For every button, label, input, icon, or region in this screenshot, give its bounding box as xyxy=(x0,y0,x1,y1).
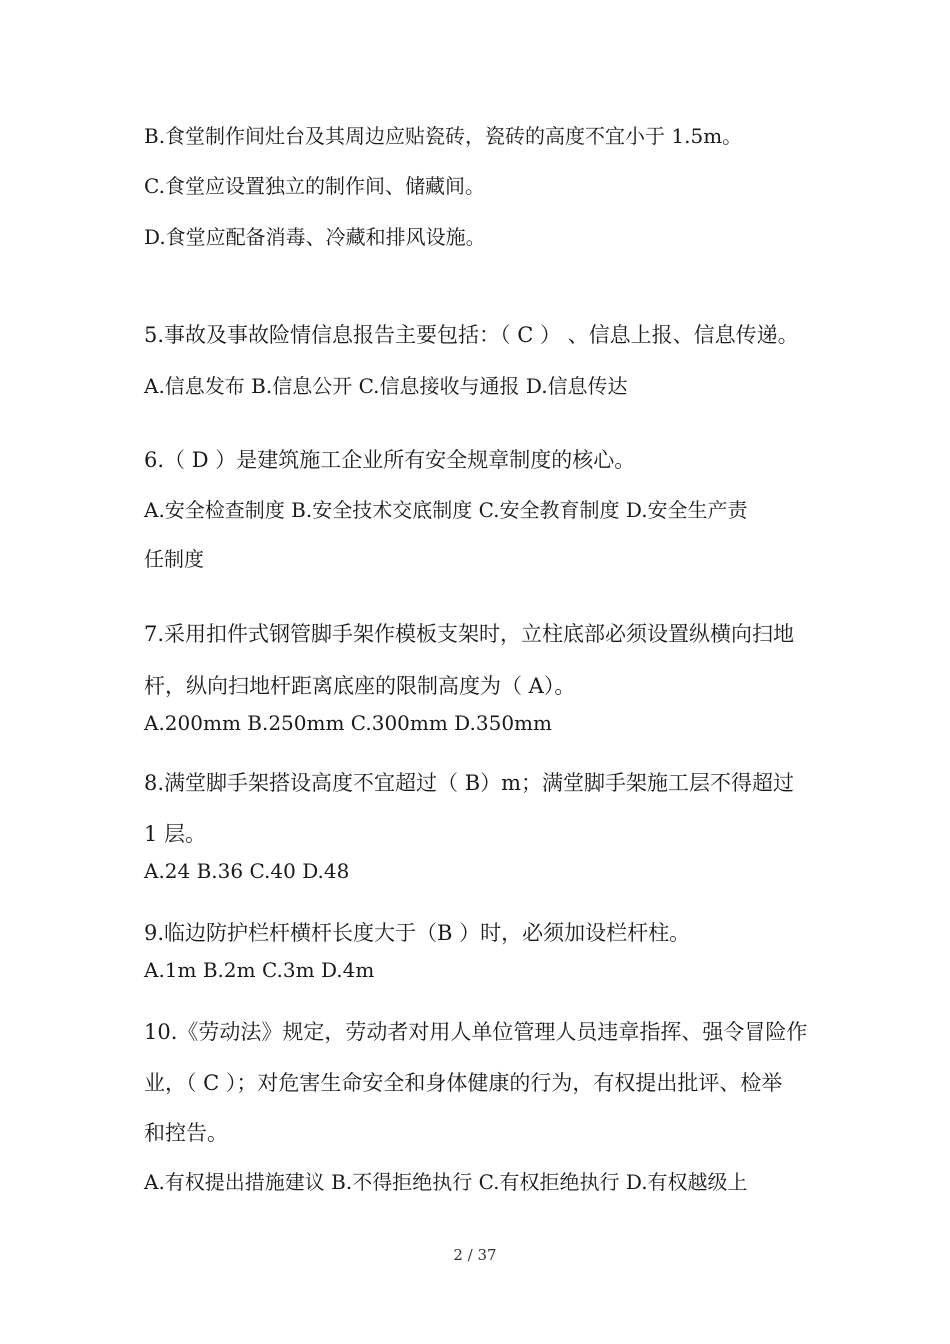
question-7-options: A.200mm B.250mm C.300mm D.350mm xyxy=(144,711,552,735)
question-10-options: A.有权提出措施建议 B.不得拒绝执行 C.有权拒绝执行 D.有权越级上 xyxy=(144,1170,748,1194)
question-7-line-1: 7.采用扣件式钢管脚手架作模板支架时，立柱底部必须设置纵横向扫地 xyxy=(144,622,795,646)
question-10-line-3: 和控告。 xyxy=(144,1121,228,1145)
page-number: 2 / 37 xyxy=(453,1246,497,1264)
option-b-canteen-tiles: B.食堂制作间灶台及其周边应贴瓷砖，瓷砖的高度不宜小于 1.5m。 xyxy=(144,124,743,148)
option-d-canteen-facilities: D.食堂应配备消毒、冷藏和排风设施。 xyxy=(144,225,486,249)
question-8-options: A.24 B.36 C.40 D.48 xyxy=(144,859,350,883)
question-9: 9.临边防护栏杆横杆长度大于（B ）时，必须加设栏杆柱。 xyxy=(144,921,691,945)
question-5: 5.事故及事故险情信息报告主要包括：（ C ） 、信息上报、信息传递。 xyxy=(144,323,799,347)
question-8-line-1: 8.满堂脚手架搭设高度不宜超过（ B）m；满堂脚手架施工层不得超过 xyxy=(144,771,795,795)
question-10-line-1: 10.《劳动法》规定，劳动者对用人单位管理人员违章指挥、强令冒险作 xyxy=(144,1020,808,1044)
question-6: 6.（ D ）是建筑施工企业所有安全规章制度的核心。 xyxy=(144,448,636,472)
question-6-options-line-2: 任制度 xyxy=(144,547,204,571)
question-9-options: A.1m B.2m C.3m D.4m xyxy=(144,958,375,982)
option-c-canteen-rooms: C.食堂应设置独立的制作间、储藏间。 xyxy=(144,174,485,198)
question-8-line-2: 1 层。 xyxy=(144,822,207,846)
question-6-options-line-1: A.安全检查制度 B.安全技术交底制度 C.安全教育制度 D.安全生产责 xyxy=(144,498,748,522)
question-10-line-2: 业，（ C ）；对危害生命安全和身体健康的行为，有权提出批评、检举 xyxy=(144,1071,783,1095)
question-7-line-2: 杆，纵向扫地杆距离底座的限制高度为（ A）。 xyxy=(144,674,576,698)
question-5-options: A.信息发布 B.信息公开 C.信息接收与通报 D.信息传达 xyxy=(144,374,628,398)
